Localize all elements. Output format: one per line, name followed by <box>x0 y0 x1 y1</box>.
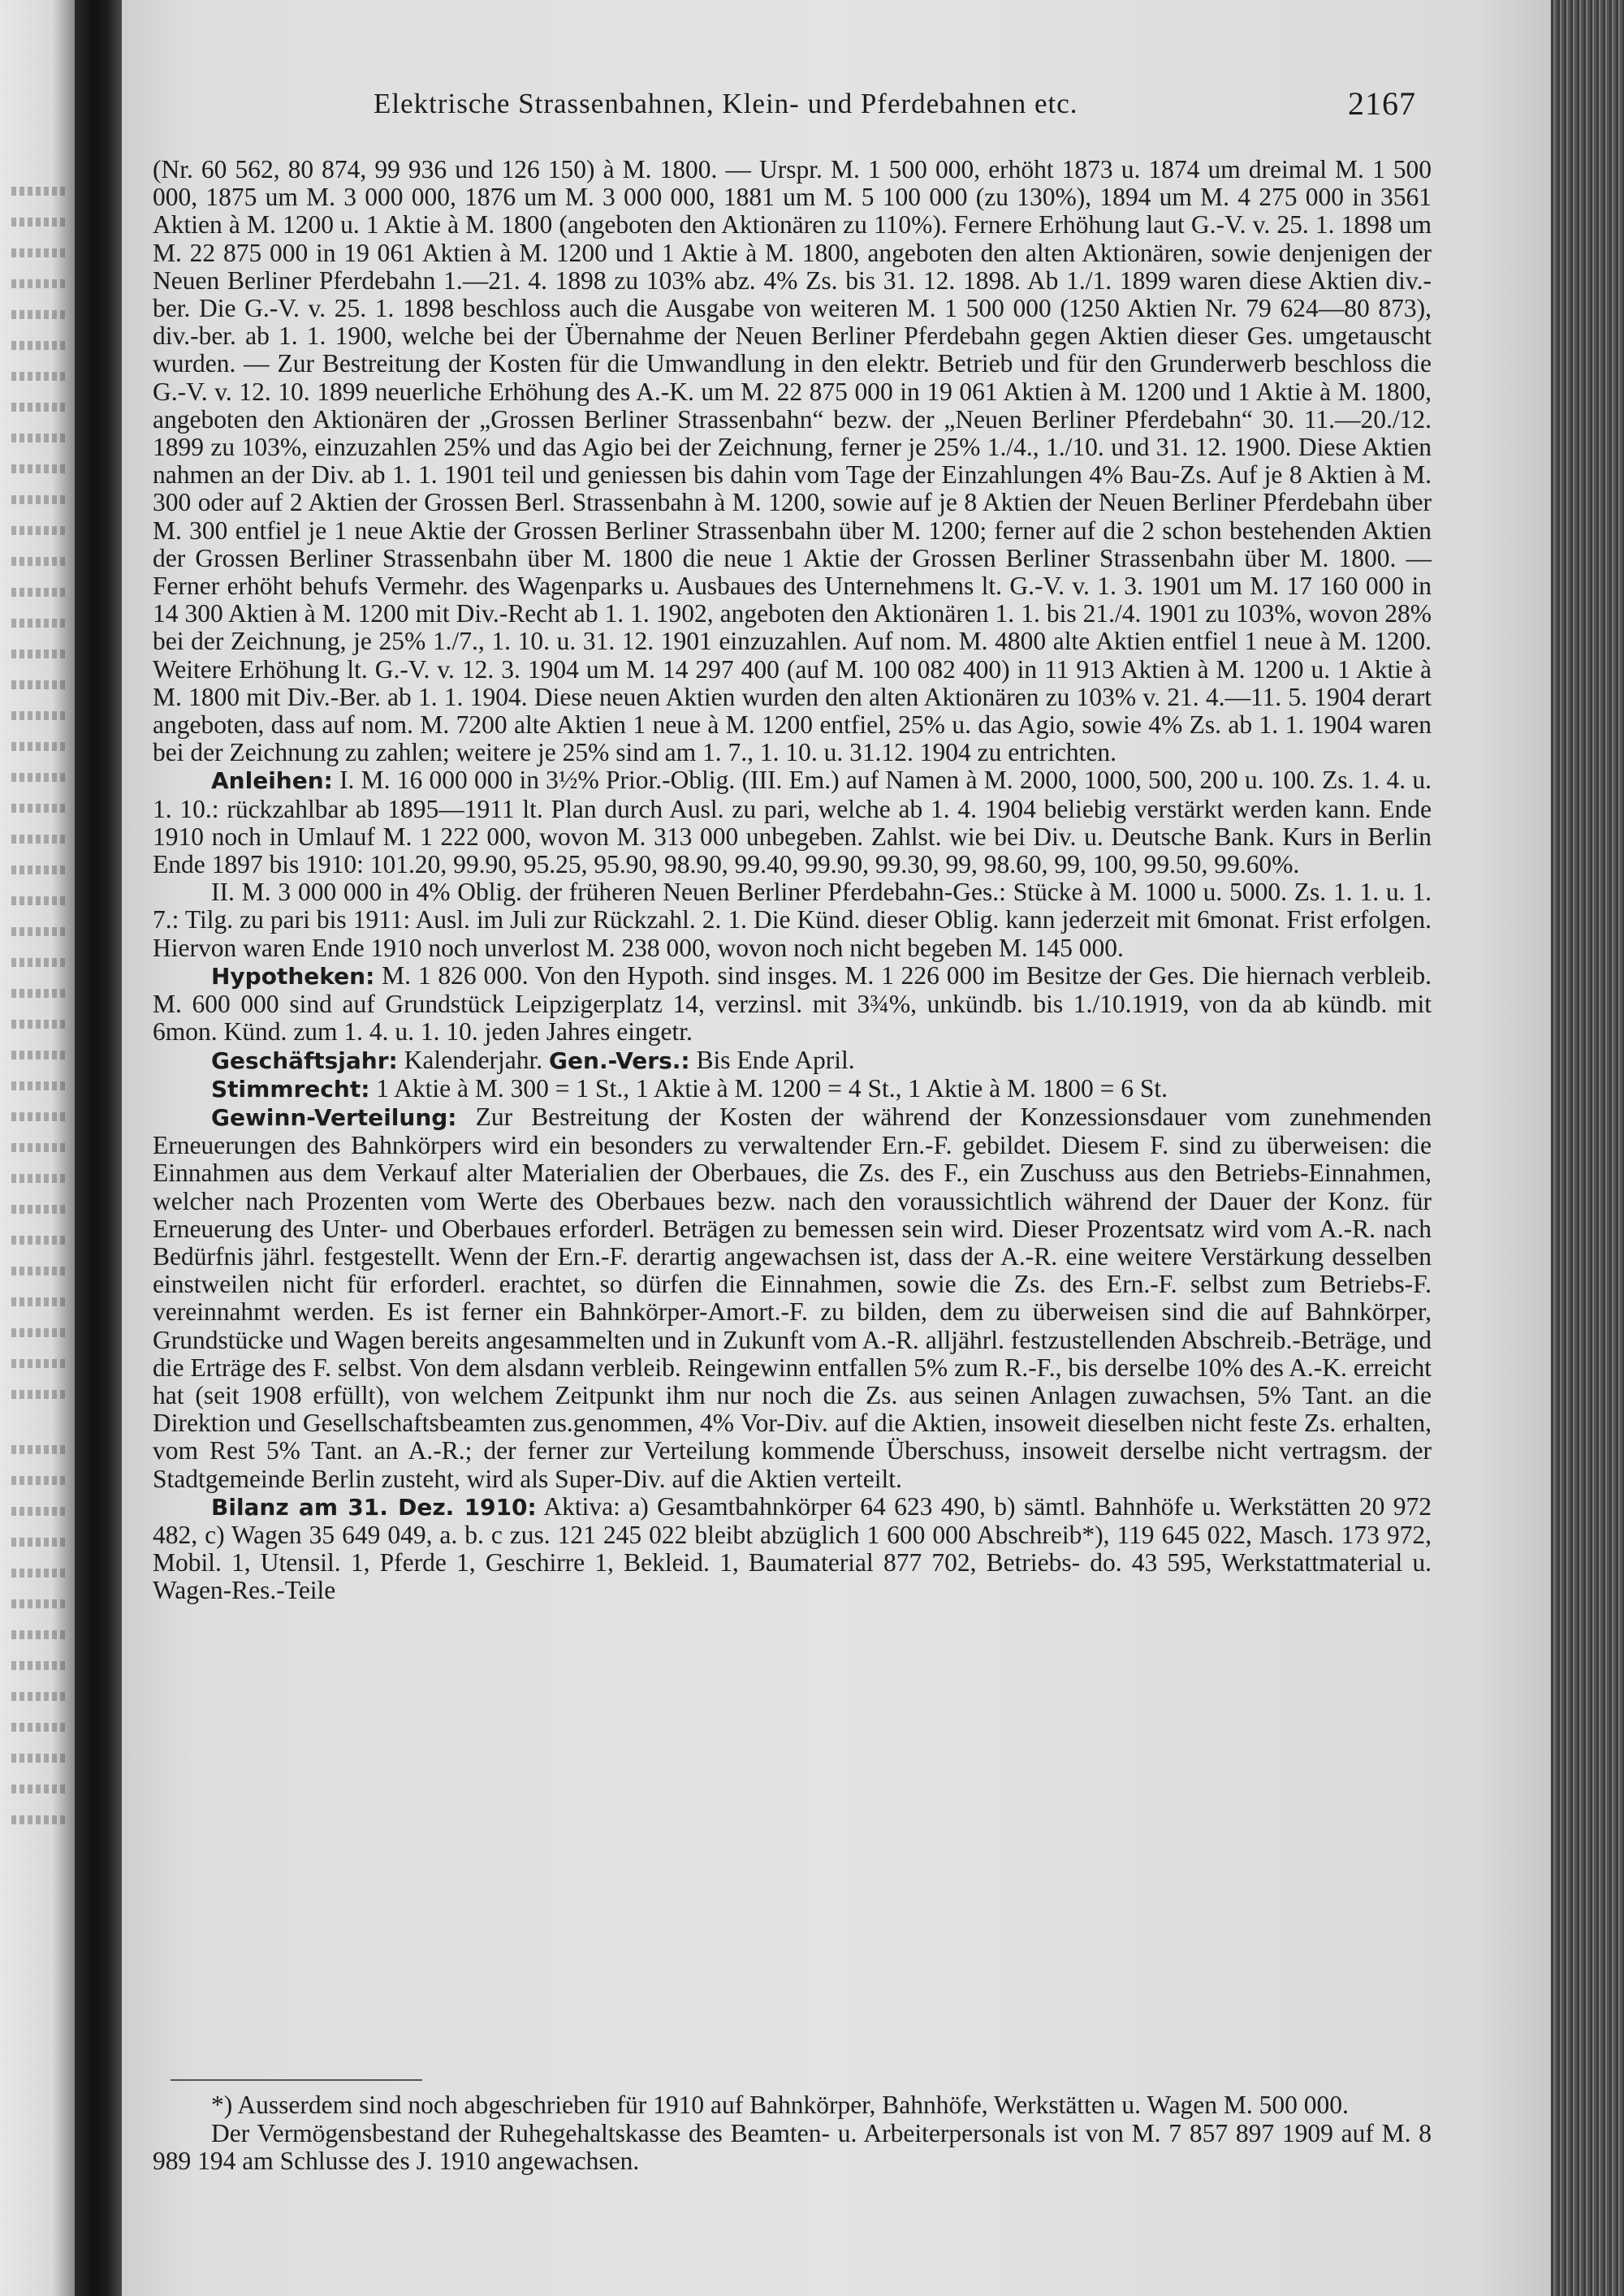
geschaeftsjahr-heading: Geschäftsjahr: <box>211 1047 398 1074</box>
footnote-2: Der Vermögensbestand der Ruhegehaltskasse des Beamten- u. Arbeiterpersonals ist von M. 7 857 897 1909 auf M. 8 989 194 am Schlusse des J. 1910 angewachsen. <box>153 2118 1432 2175</box>
capital-history-paragraph: (Nr. 60 562, 80 874, 99 936 und 126 150) à M. 1800. — Urspr. M. 1 500 000, erhöht 1873 u. 1874 um dreimal M. 1 500 000, 1875 um M. 3 000 000, 1876 um M. 3 000 000, 1881 um M. 5 100 000 (zu 130%), 1894 um M. 4 275 000 in 3561 Aktien à M. 1200 u. 1 Aktie à M. 1800 (angeboten den Aktionären zu 110%). Fernere Erhöhung laut G.-V. v. 25. 1. 1898 um M. 22 875 000 in 19 061 Aktien à M. 1200 und 1 Aktie à M. 1800, angeboten den alten Aktionären, sowie denjenigen der Neuen Berliner Pferdebahn 1.—21. 4. 1898 zu 103% abz. 4% Zs. bis 31. 12. 1898. Ab 1./1. 1899 waren diese Aktien div.-ber. Die G.-V. v. 25. 1. 1898 beschloss auch die Ausgabe von weiteren M. 1 500 000 (1250 Aktien Nr. 79 624—80 873), div.-ber. ab 1. 1. 1900, welche bei der Übernahme der Neuen Berliner Pferdebahn gegen Aktien dieser Ges. umgetauscht wurden. — Zur Bestreitung der Kosten für die Umwandlung in den elektr. Betrieb und für den Grunderwerb beschloss die G.-V. v. 12. 10. 1899 neuerliche Erhöhung des A.-K. um M. 22 875 000 in 19 061 Aktien à M. 1200 und 1 Aktie à M. 1800, angeboten den Aktionären der „Grossen Berliner Strassenbahn“ bezw. der „Neuen Berliner Pferdebahn“ 30. 11.—20./12. 1899 zu 103%, einzuzahlen 25% und das Agio bei der Zeichnung, ferner je 25% 1./4., 1./10. und 31. 12. 1900. Diese Aktien nahmen an der Div. ab 1. 1. 1901 teil und geniessen bis dahin vom Tage der Einzahlungen 4% Bau-Zs. Auf je 8 Aktien à M. 300 oder auf 2 Aktien der Grossen Berl. Strassenbahn à M. 1200, sowie auf je 8 Aktien der Neuen Berliner Pferdebahn über M. 300 entfiel je 1 neue Aktie der Grossen Berliner Strassenbahn über M. 1200; ferner auf die 2 schon bestehenden Aktien der Grossen Berliner Strassenbahn über M. 1800 die neue 1 Aktie der Grossen Berliner Strassenbahn über M. 1800. — Ferner erhöht behufs Vermehr. des Wagenparks u. Ausbaues des Unternehmens lt. G.-V. v. 1. 3. 1901 um M. 17 160 000 in 14 300 Aktien à M. 1200 mit Div.-Recht ab 1. 1. 1902, angeboten den Aktionären 1. 1. bis 21./4. 1901 zu 103%, wovon 28% bei der Zeichnung, je 25% 1./7., 1. 10. u. 31. 12. 1901 einzuzahlen. Auf nom. M. 4800 alte Aktien entfiel 1 neue à M. 1200. Weitere Erhöhung lt. G.-V. v. 12. 3. 1904 um M. 14 297 400 (auf M. 100 082 400) in 11 913 Aktien à M. 1200 u. 1 Aktie à M. 1800 mit Div.-Ber. ab 1. 1. 1904. Diese neuen Aktien wurden den alten Aktionären zu 103% v. 21. 4.—11. 5. 1904 derart angeboten, dass auf nom. M. 7200 alte Aktien 1 neue à M. 1200 entfiel, 25% u. das Agio, sowie 4% Zs. ab 1. 1. 1904 waren bei der Zeichnung zu zahlen; weitere je 25% sind am 1. 7., 1. 10. u. 31.12. 1904 zu entrichten. <box>153 155 1432 767</box>
geschaeftsjahr-paragraph <box>153 1047 1432 1075</box>
page-header <box>374 85 1429 122</box>
obligations-paragraph: II. M. 3 000 000 in 4% Oblig. der früheren Neuen Berliner Pferdebahn-Ges.: Stücke à M. 1000 u. 5000. Zs. 1. 1. u. 1. 7.: Tilg. zu pari bis 1911: Ausl. im Juli zur Rückzahl. 2. 1. Die Künd. dieser Oblig. kann jederzeit mit 6monat. Frist erfolgen. Hiervon waren Ende 1910 noch unverlost M. 238 000, wovon noch nicht begeben M. 145 000. <box>153 878 1432 962</box>
hypotheken-paragraph <box>153 962 1432 1047</box>
gewinn-paragraph <box>153 1103 1432 1493</box>
anleihen-heading: Anleihen: <box>211 767 333 795</box>
genvers-heading: Gen.-Vers.: <box>549 1047 690 1074</box>
book-gutter <box>75 0 122 2296</box>
stimmrecht-paragraph <box>153 1075 1432 1103</box>
page-stack-edge <box>1551 0 1624 2296</box>
stimmrecht-heading: Stimmrecht: <box>211 1075 370 1103</box>
geschaeftsjahr-text: Kalenderjahr. <box>397 1045 550 1074</box>
main-text <box>153 156 1432 1605</box>
genvers-text: Bis Ende April. <box>689 1045 855 1074</box>
bilanz-heading: Bilanz am 31. Dez. 1910: <box>211 1493 537 1521</box>
gewinn-heading: Gewinn-Verteilung: <box>211 1103 457 1131</box>
stimmrecht-text: 1 Aktie à M. 300 = 1 St., 1 Aktie à M. 1200 = 4 St., 1 Aktie à M. 1800 = 6 St. <box>369 1073 1168 1103</box>
gewinn-text: Zur Bestreitung der Kosten der während der Konzessionsdauer vom zunehmenden Erneuerungen des Bahnkörpers wird ein besonders zu verwaltender Ern.-F. gebildet. Diesem F. sind zu überweisen: die Einnahmen aus dem Verkauf alter Materialien der Oberbaues, die Zs. des F., ein Zuschuss aus den Betriebs-Einnahmen, welcher nach Prozenten vom Werte des Oberbaues bezw. nach den voraussichtlich während der Dauer der Konz. für Erneuerung des Unter- und Oberbaues erforderl. Beträgen zu bemessen sein wird. Dieser Prozentsatz wird vom A.-R. nach Bedürfnis jährl. festgestellt. Wenn der Ern.-F. derartig angewachsen ist, dass der A.-R. eine weitere Verstärkung desselben einstweilen nicht für erforderl. erachtet, so dürfen die Einnahmen, sowie die Zs. des Ern.-F. selbst zum Betriebs-F. vereinnahmt werden. Es ist ferner ein Bahnkörper-Amort.-F. zu bilden, dem zu überweisen sind die auf Bahnkörper, Grundstücke und Wagen bereits angesammelten und in Zukunft vom A.-R. alljährl. festzustellenden Abschreib.-Beträge, und die Erträge des F. selbst. Von dem alsdann verbleib. Reingewinn entfallen 5% zum R.-F., bis derselbe 10% des A.-K. erreicht hat (seit 1908 erfüllt), von welchem Zeitpunkt ihm nur noch die Zs. aus seinen Anlagen zuwachsen, 5% Tant. an die Direktion und Gesellschaftsbeamten zus.genommen, 4% Vor-Div. auf die Aktien, insoweit dieselben nicht feste Zs. erhalten, vom Rest 5% Tant. an A.-R.; der ferner zur Verteilung kommende Überschuss, insoweit derselbe nicht vertragsm. der Stadtgemeinde Berlin zusteht, wird als Super-Div. auf die Aktien verteilt. <box>153 1102 1432 1493</box>
hypotheken-heading: Hypotheken: <box>211 962 375 990</box>
anleihen-text: I. M. 16 000 000 in 3½% Prior.-Oblig. (III. Em.) auf Namen à M. 2000, 1000, 500, 200 u. 100. Zs. 1. 4. u. 1. 10.: rückzahlbar ab 1895—1911 lt. Plan durch Ausl. zu pari, welche ab 1. 4. 1904 beliebig verstärkt werden kann. Ende 1910 noch in Umlauf M. 1 222 000, wovon M. 313 000 unbegeben. Zahlst. wie bei Div. u. Deutsche Bank. Kurs in Berlin Ende 1897 bis 1910: 101.20, 99.90, 95.25, 95.90, 98.90, 99.40, 99.90, 99.30, 99, 98.60, 99, 100, 99.50, 99.60%. <box>153 766 1432 879</box>
facing-page-edge <box>0 0 75 2296</box>
bilanz-paragraph <box>153 1493 1432 1605</box>
bilanz-text: Aktiva: a) Gesamtbahnkörper 64 623 490, b) sämtl. Bahnhöfe u. Werkstätten 20 972 482, c) Wagen 35 649 049, a. b. c zus. 121 245 022 bleibt abzüglich 1 600 000 Abschreib*), 119 645 022, Masch. 173 972, Mobil. 1, Utensil. 1, Pferde 1, Geschirre 1, Bekleid. 1, Baumaterial 877 702, Betriebs- do. 43 595, Werkstattmaterial u. Wagen-Res.-Teile <box>153 1491 1432 1605</box>
hypotheken-text: M. 1 826 000. Von den Hypoth. sind insges. M. 1 226 000 im Besitze der Ges. Die hiernach verbleib. M. 600 000 sind auf Grundstück Leipzigerplatz 14, verzinsl. mit 3¾%, unkündb. bis 1./10.1919, von da ab kündb. mit 6mon. Künd. zum 1. 4. u. 1. 10. jeden Jahres eingetr. <box>153 960 1432 1047</box>
anleihen-paragraph <box>153 766 1432 878</box>
footnotes <box>153 2091 1432 2176</box>
footnote-1: *) Ausserdem sind noch abgeschrieben für 1910 auf Bahnkörper, Bahnhöfe, Werkstätten u. Wagen M. 500 000. <box>211 2091 1349 2119</box>
page-number: 2167 <box>1348 85 1416 122</box>
footnote-rule <box>171 2079 422 2081</box>
running-title: Elektrische Strassenbahnen, Klein- und Pferdebahnen etc. <box>374 88 1078 119</box>
